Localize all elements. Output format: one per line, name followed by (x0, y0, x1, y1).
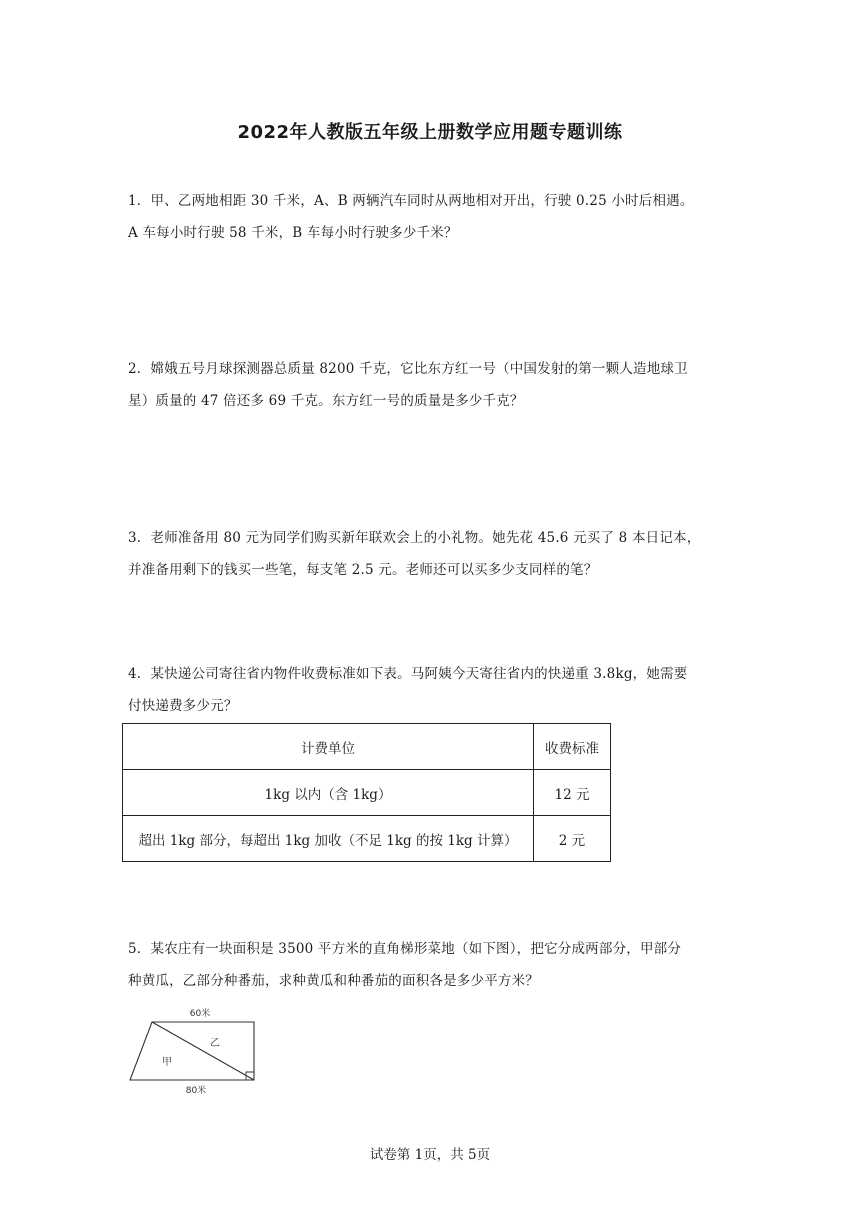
table-header-cell: 收费标准 (534, 724, 611, 770)
trapezoid-diagonal (152, 1022, 254, 1080)
question-line: 4．某快递公司寄往省内物件收费标准如下表。马阿姨今天寄往省内的快递重 3.8kg，她需要 (128, 666, 688, 682)
trapezoid-figure (126, 1004, 266, 1096)
top-length-label: 60米 (189, 1009, 211, 1019)
table-cell: 1kg 以内（含 1kg） (123, 770, 534, 816)
question-line: 2．嫦娥五号月球探测器总质量 8200 千克，它比东方红一号（中国发射的第一颗人造地球卫 (128, 361, 688, 377)
table-cell: 2 元 (534, 816, 611, 862)
fee-table (122, 723, 611, 862)
question-4 (128, 658, 748, 722)
question-2 (128, 353, 748, 417)
page-title: 2022年人教版五年级上册数学应用题专题训练 (237, 122, 623, 143)
question-line: A 车每小时行驶 58 千米，B 车每小时行驶多少千米？ (128, 225, 458, 241)
question-line: 3．老师准备用 80 元为同学们购买新年联欢会上的小礼物。她先花 45.6 元买了 8 本日记本， (128, 530, 701, 546)
page-footer: 试卷第 1页，共 5页 (369, 1147, 491, 1163)
table-cell: 12 元 (534, 770, 611, 816)
table-cell: 超出 1kg 部分，每超出 1kg 加收（不足 1kg 的按 1kg 计算） (123, 816, 534, 862)
bottom-length-label: 80米 (185, 1086, 207, 1096)
question-3 (128, 522, 748, 586)
trapezoid-outline (130, 1022, 254, 1080)
question-line: 种黄瓜，乙部分种番茄，求种黄瓜和种番茄的面积各是多少平方米？ (128, 973, 539, 989)
question-line: 星）质量的 47 倍还多 69 千克。东方红一号的质量是多少千克？ (128, 393, 524, 409)
question-line: 付快递费多少元？ (128, 698, 238, 714)
region-yi-label: 乙 (210, 1038, 220, 1049)
question-line: 并准备用剩下的钱买一些笔，每支笔 2.5 元。老师还可以买多少支同样的笔？ (128, 562, 598, 578)
region-jia-label: 甲 (162, 1057, 172, 1068)
table-row (123, 770, 611, 816)
table-header-cell: 计费单位 (123, 724, 534, 770)
question-1 (128, 185, 748, 249)
table-row (123, 816, 611, 862)
question-5 (128, 933, 748, 997)
table-header-row (123, 724, 611, 770)
question-line: 5．某农庄有一块面积是 3500 平方米的直角梯形菜地（如下图），把它分成两部分，甲部分 (128, 941, 682, 957)
question-line: 1．甲、乙两地相距 30 千米，A、B 两辆汽车同时从两地相对开出，行驶 0.25 小时后相遇。 (128, 193, 694, 209)
